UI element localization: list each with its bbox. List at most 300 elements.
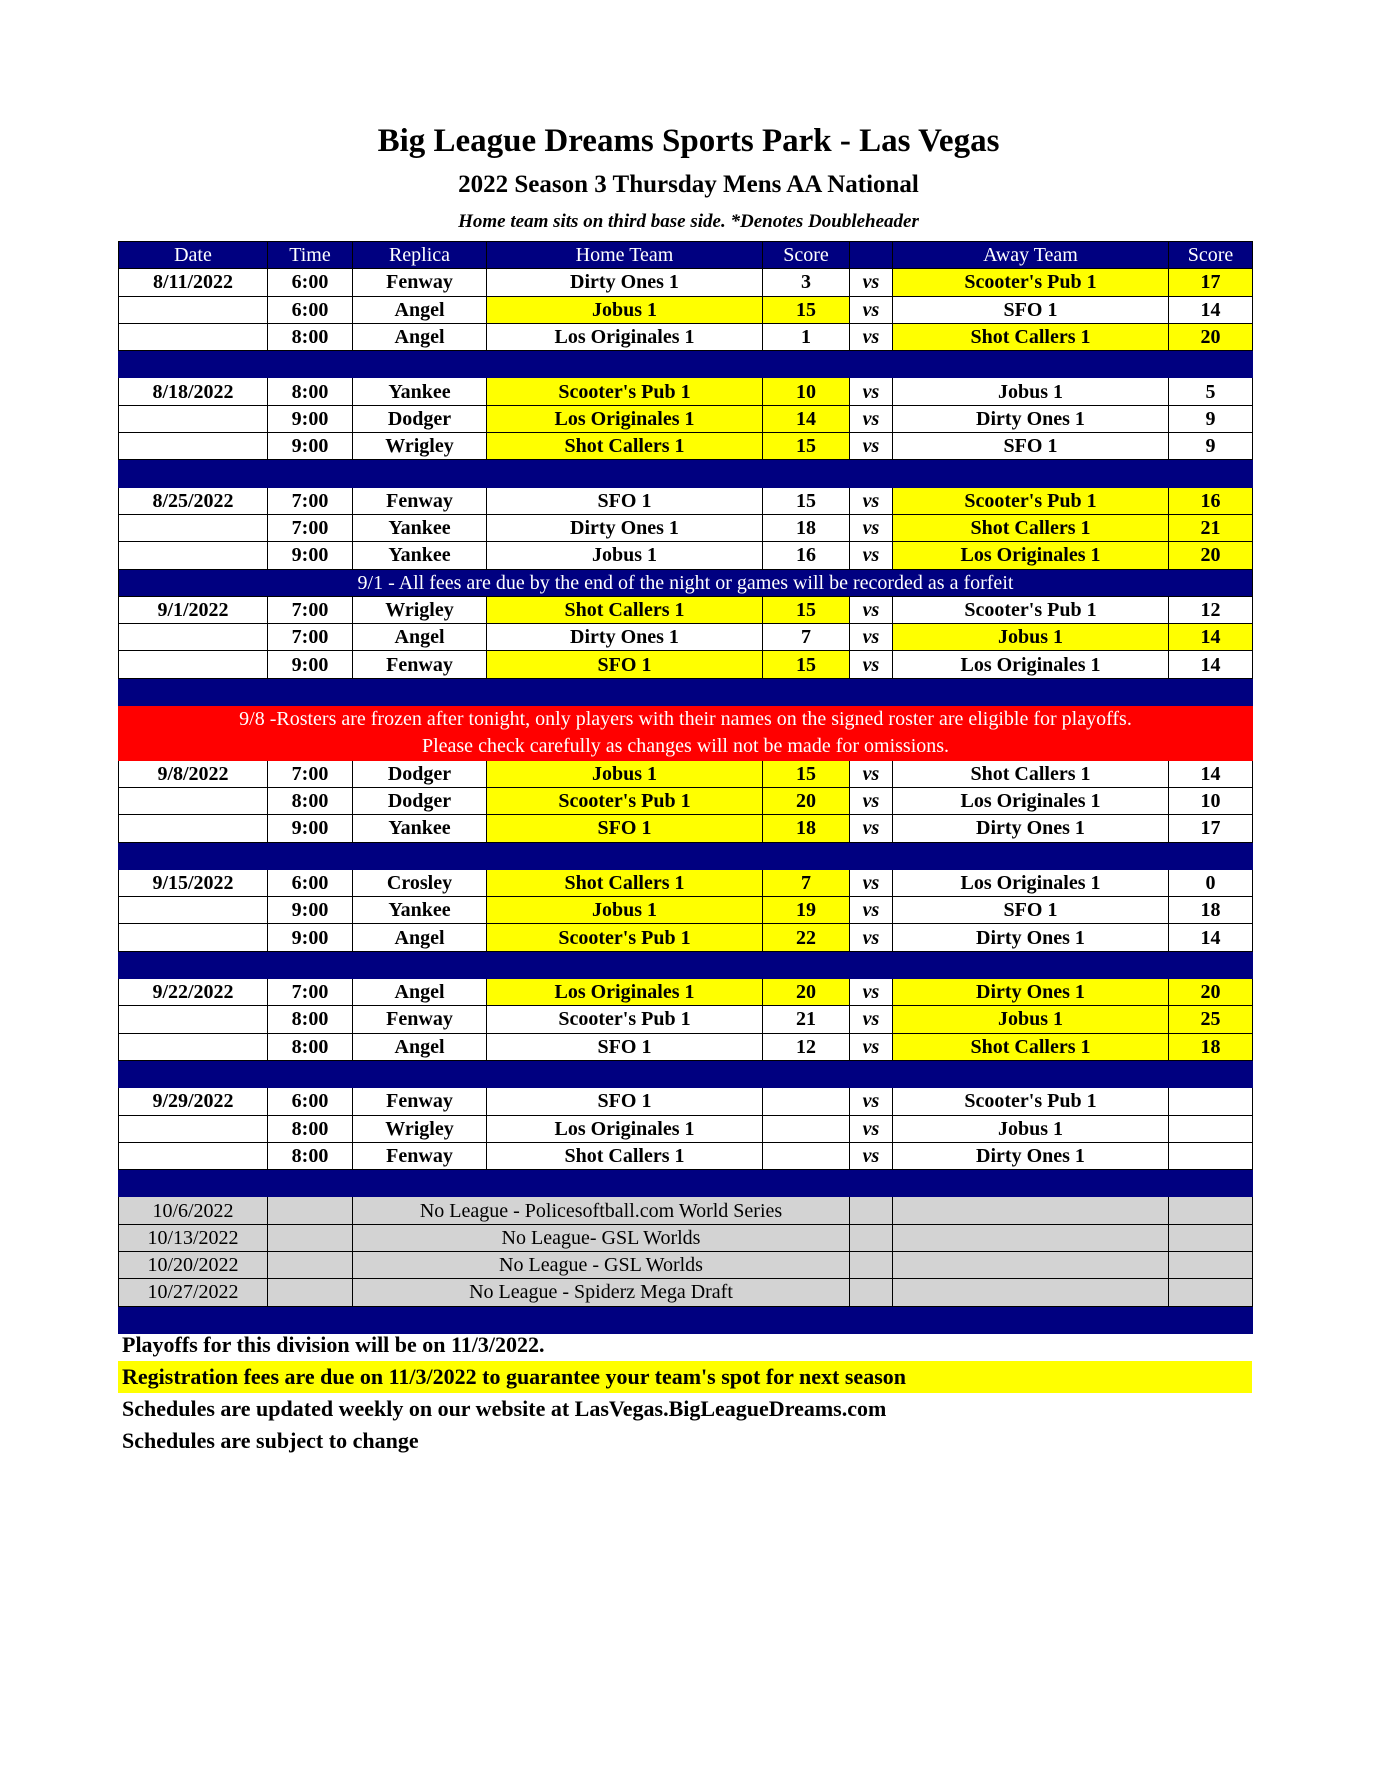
home-score: 7: [763, 869, 850, 896]
separator-cell: [763, 1170, 850, 1197]
home-team: Scooter's Pub 1: [487, 787, 763, 814]
table-header-row: [119, 242, 1253, 269]
vs-label: vs: [850, 897, 893, 924]
separator-cell: [487, 951, 763, 978]
vs-label: vs: [850, 596, 893, 623]
separator-cell: [1169, 1060, 1253, 1087]
separator-row: [119, 678, 1253, 705]
away-team: Jobus 1: [893, 1115, 1169, 1142]
empty-cell: [850, 1224, 893, 1251]
separator-row: [119, 351, 1253, 378]
home-score: 22: [763, 924, 850, 951]
field-name: Dodger: [353, 405, 487, 432]
game-date: [119, 1006, 268, 1033]
registration-note: Registration fees are due on 11/3/2022 to guarantee your team's spot for next season: [118, 1361, 1252, 1393]
col-header-time: Time: [268, 242, 353, 269]
game-time: 6:00: [268, 1088, 353, 1115]
away-score: 17: [1169, 269, 1253, 296]
home-team: Jobus 1: [487, 897, 763, 924]
separator-cell: [268, 351, 353, 378]
no-league-date: 10/6/2022: [119, 1197, 268, 1224]
game-time: 9:00: [268, 897, 353, 924]
game-date: [119, 323, 268, 350]
roster-notice-row: [119, 733, 1253, 760]
game-time: 6:00: [268, 869, 353, 896]
away-score: 25: [1169, 1006, 1253, 1033]
vs-label: vs: [850, 979, 893, 1006]
away-score: [1169, 1115, 1253, 1142]
no-league-date: 10/27/2022: [119, 1279, 268, 1306]
home-score: 3: [763, 269, 850, 296]
no-league-text: No League - Spiderz Mega Draft: [353, 1279, 850, 1306]
field-name: Fenway: [353, 1006, 487, 1033]
separator-row: [119, 951, 1253, 978]
playoffs-note: Playoffs for this division will be on 11/3/2022.: [122, 1332, 545, 1357]
vs-label: vs: [850, 296, 893, 323]
col-header-replica: Replica: [353, 242, 487, 269]
game-date: 8/25/2022: [119, 487, 268, 514]
separator-cell: [893, 1060, 1169, 1087]
home-team: Shot Callers 1: [487, 433, 763, 460]
away-score: 20: [1169, 979, 1253, 1006]
away-score: 9: [1169, 405, 1253, 432]
away-team: Shot Callers 1: [893, 323, 1169, 350]
home-score: 10: [763, 378, 850, 405]
separator-cell: [850, 678, 893, 705]
game-date: [119, 897, 268, 924]
vs-label: vs: [850, 323, 893, 350]
empty-cell: [850, 1197, 893, 1224]
separator-row: [119, 1170, 1253, 1197]
no-league-text: No League - GSL Worlds: [353, 1251, 850, 1278]
home-score: 19: [763, 897, 850, 924]
game-date: [119, 405, 268, 432]
game-time: 7:00: [268, 596, 353, 623]
game-time: 7:00: [268, 979, 353, 1006]
vs-label: vs: [850, 269, 893, 296]
game-date: 9/8/2022: [119, 760, 268, 787]
separator-cell: [119, 842, 268, 869]
roster-notice-row: [119, 706, 1253, 733]
col-header-home-score: Score: [763, 242, 850, 269]
away-score: 21: [1169, 514, 1253, 541]
field-name: Fenway: [353, 1088, 487, 1115]
game-time: 7:00: [268, 760, 353, 787]
separator-cell: [353, 1060, 487, 1087]
separator-cell: [353, 1170, 487, 1197]
separator-cell: [119, 951, 268, 978]
vs-label: vs: [850, 378, 893, 405]
separator-cell: [893, 842, 1169, 869]
separator-cell: [268, 842, 353, 869]
empty-cell: [893, 1279, 1169, 1306]
separator-cell: [353, 951, 487, 978]
separator-cell: [763, 678, 850, 705]
field-name: Fenway: [353, 1142, 487, 1169]
home-team: Los Originales 1: [487, 1115, 763, 1142]
away-score: 16: [1169, 487, 1253, 514]
game-row: [119, 624, 1253, 651]
away-team: Los Originales 1: [893, 542, 1169, 569]
game-row: [119, 1006, 1253, 1033]
fee-notice: 9/1 - All fees are due by the end of the night or games will be recorded as a forfeit: [119, 569, 1253, 596]
vs-label: vs: [850, 405, 893, 432]
home-score: 12: [763, 1033, 850, 1060]
home-team: Scooter's Pub 1: [487, 1006, 763, 1033]
home-team: Dirty Ones 1: [487, 514, 763, 541]
home-team: Los Originales 1: [487, 323, 763, 350]
home-score: [763, 1142, 850, 1169]
home-score: 14: [763, 405, 850, 432]
away-score: 9: [1169, 433, 1253, 460]
vs-label: vs: [850, 651, 893, 678]
game-date: [119, 815, 268, 842]
away-team: Dirty Ones 1: [893, 924, 1169, 951]
away-team: Jobus 1: [893, 378, 1169, 405]
game-time: 7:00: [268, 487, 353, 514]
separator-cell: [850, 951, 893, 978]
home-score: 15: [763, 487, 850, 514]
game-row: [119, 542, 1253, 569]
separator-cell: [893, 351, 1169, 378]
home-score: [763, 1115, 850, 1142]
game-row: [119, 924, 1253, 951]
separator-cell: [850, 351, 893, 378]
separator-cell: [850, 842, 893, 869]
field-name: Dodger: [353, 787, 487, 814]
field-name: Angel: [353, 624, 487, 651]
game-time: 9:00: [268, 815, 353, 842]
game-time: 7:00: [268, 624, 353, 651]
away-score: 18: [1169, 1033, 1253, 1060]
separator-cell: [268, 1060, 353, 1087]
separator-cell: [353, 678, 487, 705]
game-row: [119, 869, 1253, 896]
away-team: Dirty Ones 1: [893, 815, 1169, 842]
empty-cell: [268, 1251, 353, 1278]
away-score: 5: [1169, 378, 1253, 405]
no-league-text: No League- GSL Worlds: [353, 1224, 850, 1251]
home-team: Dirty Ones 1: [487, 269, 763, 296]
away-score: 10: [1169, 787, 1253, 814]
field-name: Angel: [353, 924, 487, 951]
home-team: Dirty Ones 1: [487, 624, 763, 651]
home-team: Jobus 1: [487, 296, 763, 323]
separator-cell: [893, 1170, 1169, 1197]
game-row: [119, 1142, 1253, 1169]
field-name: Wrigley: [353, 596, 487, 623]
empty-cell: [1169, 1279, 1253, 1306]
home-score: 7: [763, 624, 850, 651]
separator-cell: [268, 951, 353, 978]
empty-cell: [850, 1251, 893, 1278]
schedule-table: [118, 241, 1253, 1334]
game-row: [119, 1088, 1253, 1115]
away-team: Shot Callers 1: [893, 1033, 1169, 1060]
away-team: Los Originales 1: [893, 651, 1169, 678]
away-team: Scooter's Pub 1: [893, 269, 1169, 296]
away-team: Dirty Ones 1: [893, 979, 1169, 1006]
vs-label: vs: [850, 869, 893, 896]
vs-label: vs: [850, 542, 893, 569]
game-time: 9:00: [268, 651, 353, 678]
away-score: 20: [1169, 542, 1253, 569]
vs-label: vs: [850, 924, 893, 951]
empty-cell: [893, 1224, 1169, 1251]
separator-cell: [487, 460, 763, 487]
vs-label: vs: [850, 1142, 893, 1169]
empty-cell: [268, 1197, 353, 1224]
separator-cell: [487, 1060, 763, 1087]
field-name: Yankee: [353, 897, 487, 924]
vs-label: vs: [850, 815, 893, 842]
game-time: 8:00: [268, 787, 353, 814]
away-score: 14: [1169, 651, 1253, 678]
home-score: 15: [763, 760, 850, 787]
separator-cell: [763, 951, 850, 978]
away-score: 20: [1169, 323, 1253, 350]
separator-cell: [1169, 951, 1253, 978]
separator-cell: [763, 351, 850, 378]
empty-cell: [268, 1279, 353, 1306]
home-score: 21: [763, 1006, 850, 1033]
separator-cell: [353, 351, 487, 378]
vs-label: vs: [850, 1088, 893, 1115]
empty-cell: [893, 1197, 1169, 1224]
separator-cell: [893, 460, 1169, 487]
vs-label: vs: [850, 487, 893, 514]
away-team: Shot Callers 1: [893, 760, 1169, 787]
schedule-body: [119, 269, 1253, 1334]
away-team: SFO 1: [893, 296, 1169, 323]
away-score: 17: [1169, 815, 1253, 842]
separator-cell: [353, 460, 487, 487]
game-time: 8:00: [268, 1115, 353, 1142]
game-date: [119, 1033, 268, 1060]
vs-label: vs: [850, 760, 893, 787]
home-score: 15: [763, 651, 850, 678]
game-time: 8:00: [268, 1142, 353, 1169]
field-name: Angel: [353, 1033, 487, 1060]
home-team-note: Home team sits on third base side. *Denotes Doubleheader: [458, 211, 919, 232]
game-time: 6:00: [268, 296, 353, 323]
no-league-row: [119, 1251, 1253, 1278]
separator-cell: [1169, 1170, 1253, 1197]
game-date: 9/15/2022: [119, 869, 268, 896]
home-team: SFO 1: [487, 651, 763, 678]
website-note: Schedules are updated weekly on our website at LasVegas.BigLeagueDreams.com: [122, 1396, 887, 1421]
home-score: 20: [763, 979, 850, 1006]
game-row: [119, 787, 1253, 814]
game-date: [119, 296, 268, 323]
game-row: [119, 487, 1253, 514]
game-time: 9:00: [268, 405, 353, 432]
field-name: Wrigley: [353, 433, 487, 460]
field-name: Fenway: [353, 651, 487, 678]
page-title: Big League Dreams Sports Park - Las Vegas: [377, 123, 1000, 159]
game-row: [119, 433, 1253, 460]
separator-cell: [487, 678, 763, 705]
no-league-text: No League - Policesoftball.com World Series: [353, 1197, 850, 1224]
home-score: 18: [763, 514, 850, 541]
game-time: 6:00: [268, 269, 353, 296]
game-date: 8/11/2022: [119, 269, 268, 296]
game-row: [119, 979, 1253, 1006]
home-team: Scooter's Pub 1: [487, 378, 763, 405]
game-date: 9/22/2022: [119, 979, 268, 1006]
empty-cell: [1169, 1224, 1253, 1251]
game-row: [119, 378, 1253, 405]
home-score: 15: [763, 296, 850, 323]
roster-notice: Please check carefully as changes will not be made for omissions.: [119, 733, 1253, 760]
separator-cell: [353, 842, 487, 869]
game-time: 8:00: [268, 1006, 353, 1033]
away-score: [1169, 1088, 1253, 1115]
separator-cell: [763, 842, 850, 869]
separator-cell: [119, 460, 268, 487]
separator-cell: [850, 1060, 893, 1087]
game-time: 7:00: [268, 514, 353, 541]
no-league-date: 10/13/2022: [119, 1224, 268, 1251]
separator-cell: [119, 1060, 268, 1087]
field-name: Yankee: [353, 378, 487, 405]
separator-row: [119, 1060, 1253, 1087]
game-date: 8/18/2022: [119, 378, 268, 405]
separator-cell: [268, 678, 353, 705]
home-team: Jobus 1: [487, 542, 763, 569]
separator-cell: [268, 460, 353, 487]
away-team: Scooter's Pub 1: [893, 1088, 1169, 1115]
col-header-date: Date: [119, 242, 268, 269]
game-row: [119, 596, 1253, 623]
col-header-home-team: Home Team: [487, 242, 763, 269]
field-name: Fenway: [353, 487, 487, 514]
separator-cell: [119, 1170, 268, 1197]
game-row: [119, 1033, 1253, 1060]
away-team: Jobus 1: [893, 624, 1169, 651]
field-name: Yankee: [353, 542, 487, 569]
separator-cell: [1169, 678, 1253, 705]
separator-cell: [119, 678, 268, 705]
game-row: [119, 651, 1253, 678]
game-date: 9/29/2022: [119, 1088, 268, 1115]
away-team: Scooter's Pub 1: [893, 487, 1169, 514]
game-date: [119, 651, 268, 678]
home-score: 18: [763, 815, 850, 842]
col-header-away-team: Away Team: [893, 242, 1169, 269]
separator-cell: [763, 1060, 850, 1087]
away-team: Jobus 1: [893, 1006, 1169, 1033]
game-date: [119, 924, 268, 951]
field-name: Yankee: [353, 815, 487, 842]
game-time: 9:00: [268, 433, 353, 460]
game-row: [119, 514, 1253, 541]
separator-row: [119, 460, 1253, 487]
home-team: SFO 1: [487, 1033, 763, 1060]
home-score: 1: [763, 323, 850, 350]
separator-cell: [487, 1170, 763, 1197]
separator-cell: [893, 678, 1169, 705]
home-team: Shot Callers 1: [487, 1142, 763, 1169]
game-date: [119, 1142, 268, 1169]
vs-label: vs: [850, 433, 893, 460]
game-row: [119, 323, 1253, 350]
field-name: Crosley: [353, 869, 487, 896]
vs-label: vs: [850, 1115, 893, 1142]
col-header-vs: [850, 242, 893, 269]
field-name: Angel: [353, 296, 487, 323]
home-score: 15: [763, 433, 850, 460]
empty-cell: [1169, 1251, 1253, 1278]
no-league-date: 10/20/2022: [119, 1251, 268, 1278]
separator-row: [119, 842, 1253, 869]
separator-cell: [1169, 842, 1253, 869]
game-date: [119, 542, 268, 569]
vs-label: vs: [850, 1006, 893, 1033]
away-score: 14: [1169, 624, 1253, 651]
no-league-row: [119, 1224, 1253, 1251]
away-score: 12: [1169, 596, 1253, 623]
no-league-row: [119, 1279, 1253, 1306]
separator-cell: [893, 951, 1169, 978]
away-team: Dirty Ones 1: [893, 405, 1169, 432]
separator-cell: [268, 1170, 353, 1197]
game-time: 9:00: [268, 924, 353, 951]
away-team: Dirty Ones 1: [893, 1142, 1169, 1169]
game-row: [119, 296, 1253, 323]
away-team: Shot Callers 1: [893, 514, 1169, 541]
field-name: Dodger: [353, 760, 487, 787]
home-team: SFO 1: [487, 487, 763, 514]
away-score: 14: [1169, 296, 1253, 323]
away-team: Los Originales 1: [893, 869, 1169, 896]
home-team: Scooter's Pub 1: [487, 924, 763, 951]
separator-cell: [850, 460, 893, 487]
game-time: 8:00: [268, 1033, 353, 1060]
away-score: 0: [1169, 869, 1253, 896]
away-score: 14: [1169, 760, 1253, 787]
separator-cell: [1169, 351, 1253, 378]
home-team: Jobus 1: [487, 760, 763, 787]
away-score: 18: [1169, 897, 1253, 924]
season-subtitle: 2022 Season 3 Thursday Mens AA National: [458, 171, 919, 198]
away-team: Scooter's Pub 1: [893, 596, 1169, 623]
game-row: [119, 1115, 1253, 1142]
separator-cell: [487, 351, 763, 378]
vs-label: vs: [850, 624, 893, 651]
game-row: [119, 405, 1253, 432]
field-name: Wrigley: [353, 1115, 487, 1142]
empty-cell: [850, 1279, 893, 1306]
away-team: Los Originales 1: [893, 787, 1169, 814]
field-name: Angel: [353, 323, 487, 350]
separator-cell: [850, 1170, 893, 1197]
home-team: Shot Callers 1: [487, 869, 763, 896]
game-date: 9/1/2022: [119, 596, 268, 623]
game-time: 9:00: [268, 542, 353, 569]
home-score: 16: [763, 542, 850, 569]
home-team: SFO 1: [487, 1088, 763, 1115]
home-score: 20: [763, 787, 850, 814]
game-row: [119, 815, 1253, 842]
away-score: 14: [1169, 924, 1253, 951]
game-time: 8:00: [268, 378, 353, 405]
roster-notice: 9/8 -Rosters are frozen after tonight, only players with their names on the signed roster are eligible for playoffs.: [119, 706, 1253, 733]
field-name: Yankee: [353, 514, 487, 541]
home-team: SFO 1: [487, 815, 763, 842]
separator-cell: [1169, 460, 1253, 487]
empty-cell: [893, 1251, 1169, 1278]
